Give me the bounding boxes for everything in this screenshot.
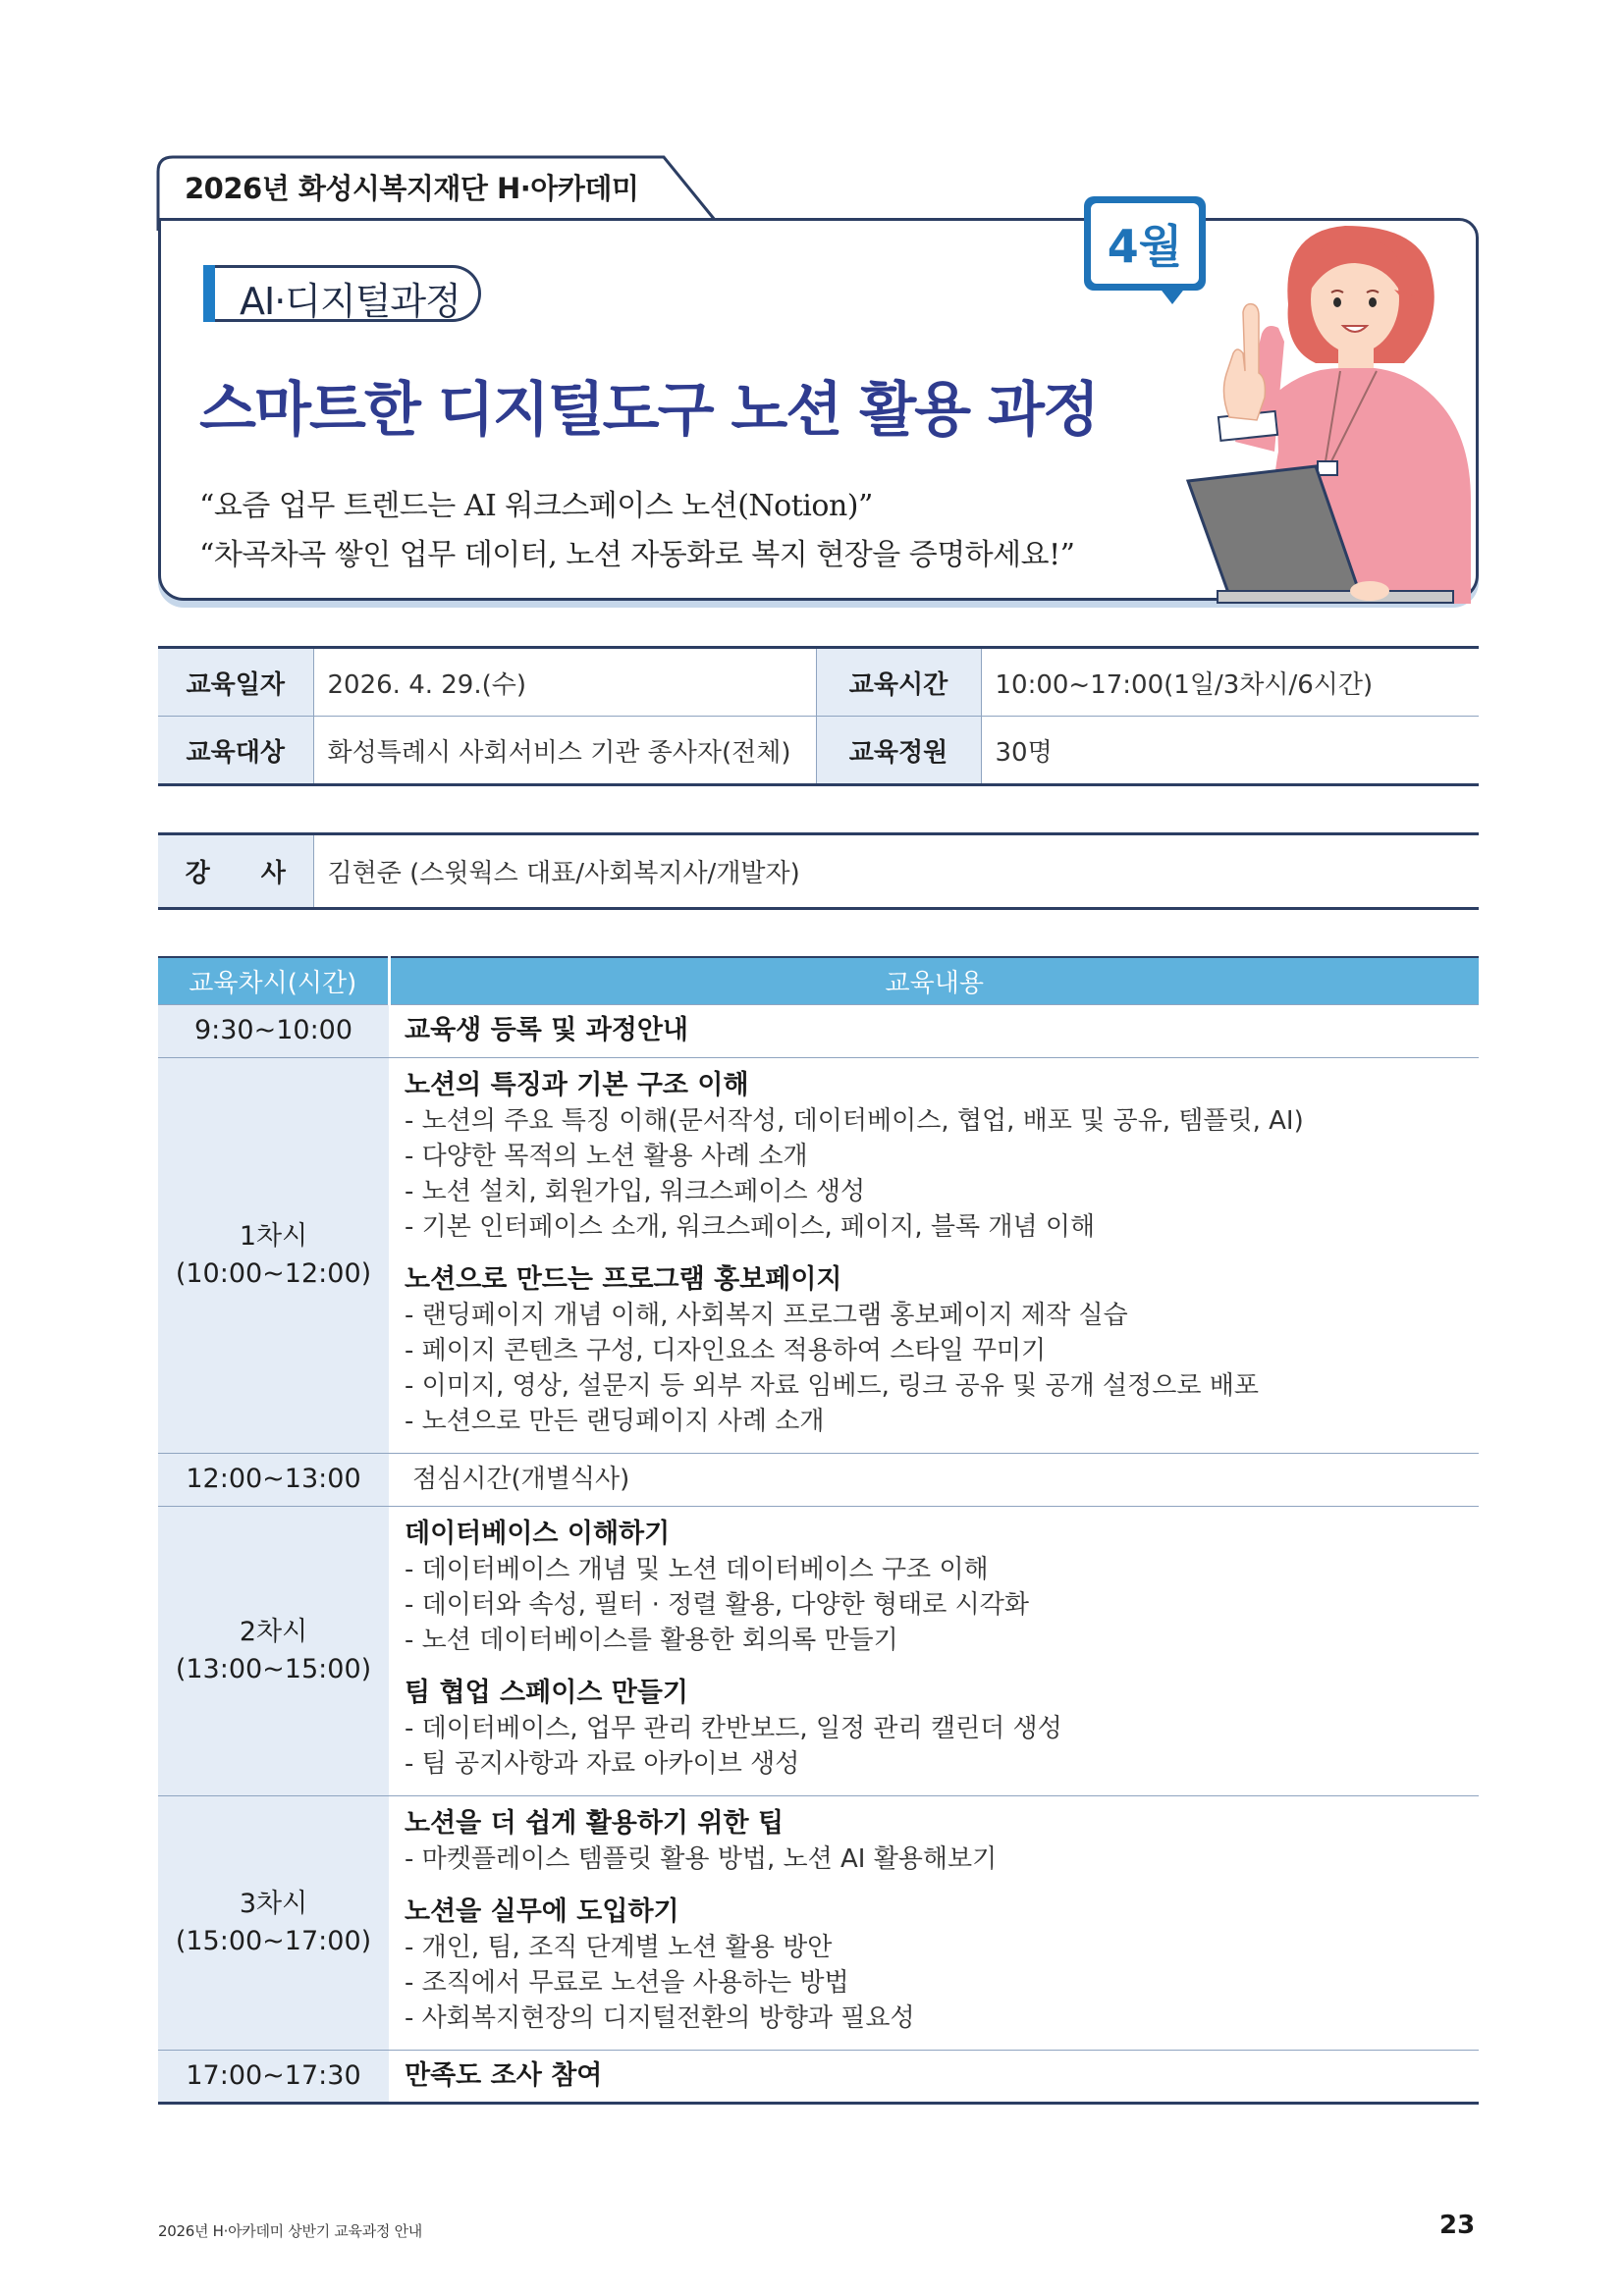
info-row-target-capacity bbox=[158, 717, 1479, 785]
category-label: AI·디지털과정 bbox=[240, 280, 460, 323]
session-label: 1차시 bbox=[239, 1220, 308, 1252]
instructor-value: 김현준 (스윗웍스 대표/사회복지사/개발자) bbox=[327, 859, 800, 888]
session-label: 3차시 bbox=[239, 1888, 308, 1919]
row-content-title: 만족도 조사 참여 bbox=[405, 2059, 603, 2091]
block-line: - 조직에서 무료로 노션을 사용하는 방법 bbox=[405, 1967, 849, 1998]
block-line: - 사회복지현장의 디지털전환의 방향과 필요성 bbox=[405, 2002, 915, 2033]
block-line: - 다양한 목적의 노션 활용 사례 소개 bbox=[405, 1141, 808, 1171]
schedule-col-time: 교육차시(시간) bbox=[158, 957, 389, 1004]
instructor-label: 강 사 bbox=[158, 834, 313, 909]
info-row-instructor bbox=[158, 834, 1479, 909]
row-content-title: 교육생 등록 및 과정안내 bbox=[405, 1015, 689, 1045]
session-time: (10:00~12:00) bbox=[175, 1257, 372, 1289]
block-line: - 노션 설치, 회원가입, 워크스페이스 생성 bbox=[405, 1176, 866, 1206]
target-label: 교육대상 bbox=[158, 717, 313, 785]
row-time: 12:00~13:00 bbox=[158, 1453, 389, 1506]
capacity-label: 교육정원 bbox=[816, 717, 981, 785]
course-info-table bbox=[158, 646, 1479, 786]
schedule-header-row bbox=[158, 957, 1479, 1004]
footer-text: 2026년 H·아카데미 상반기 교육과정 안내 bbox=[158, 2222, 422, 2240]
session-time: (15:00~17:00) bbox=[175, 1925, 372, 1956]
table-row bbox=[158, 1453, 1479, 1506]
instructor-table bbox=[158, 832, 1479, 910]
content-block bbox=[405, 1676, 1463, 1782]
course-title: 스마트한 디지털도구 노션 활용 과정 bbox=[199, 376, 1098, 445]
quote-line-2: “차곡차곡 쌓인 업무 데이터, 노션 자동화로 복지 현장을 증명하세요!” bbox=[199, 538, 1075, 572]
block-line: - 개인, 팀, 조직 단계별 노션 활용 방안 bbox=[405, 1932, 833, 1962]
table-row bbox=[158, 1795, 1479, 2050]
block-line: - 팀 공지사항과 자료 아카이브 생성 bbox=[405, 1748, 800, 1779]
block-title: 데이터베이스 이해하기 bbox=[405, 1518, 671, 1549]
block-line: - 노션의 주요 특징 이해(문서작성, 데이터베이스, 협업, 배포 및 공유, 템플릿, AI) bbox=[405, 1105, 1304, 1136]
block-line: - 데이터베이스 개념 및 노션 데이터베이스 구조 이해 bbox=[405, 1554, 989, 1584]
date-label: 교육일자 bbox=[158, 648, 313, 717]
block-title: 노션을 더 쉽게 활용하기 위한 팁 bbox=[405, 1807, 785, 1839]
schedule-table bbox=[158, 956, 1479, 2105]
row-time: 17:00~17:30 bbox=[158, 2050, 389, 2103]
month-label: 4월 bbox=[1107, 220, 1183, 273]
block-line: - 노션으로 만든 랜딩페이지 사례 소개 bbox=[405, 1406, 825, 1436]
quote-line-1: “요즘 업무 트렌드는 AI 워크스페이스 노션(Notion)” bbox=[199, 489, 873, 523]
row-time-cell bbox=[158, 1506, 389, 1795]
content-block bbox=[405, 1895, 1463, 2036]
block-line: - 마켓플레이스 템플릿 활용 방법, 노션 AI 활용해보기 bbox=[405, 1843, 998, 1874]
row-time: 9:30~10:00 bbox=[158, 1004, 389, 1057]
block-title: 팀 협업 스페이스 만들기 bbox=[405, 1677, 689, 1708]
block-line: - 이미지, 영상, 설문지 등 외부 자료 임베드, 링크 공유 및 공개 설정으로 배포 bbox=[405, 1370, 1259, 1401]
block-line: - 노션 데이터베이스를 활용한 회의록 만들기 bbox=[405, 1625, 898, 1655]
row-time-cell bbox=[158, 1795, 389, 2050]
table-row bbox=[158, 1506, 1479, 1795]
time-label: 교육시간 bbox=[816, 648, 981, 717]
target-value: 화성특례시 사회서비스 기관 종사자(전체) bbox=[313, 717, 816, 785]
category-accent-bar bbox=[203, 265, 215, 322]
block-line: - 데이터와 속성, 필터 · 정렬 활용, 다양한 형태로 시각화 bbox=[405, 1589, 1029, 1620]
content-block bbox=[405, 1262, 1463, 1439]
content-block bbox=[405, 1806, 1463, 1877]
table-row bbox=[158, 2050, 1479, 2103]
block-line: - 페이지 콘텐츠 구성, 디자인요소 적용하여 스타일 꾸미기 bbox=[405, 1335, 1047, 1365]
lunch-label: 점심시간(개별식사) bbox=[412, 1465, 630, 1494]
block-line: - 기본 인터페이스 소개, 워크스페이스, 페이지, 블록 개념 이해 bbox=[405, 1211, 1096, 1242]
session-label: 2차시 bbox=[239, 1616, 308, 1647]
session-time: (13:00~15:00) bbox=[175, 1653, 372, 1684]
academy-title: 2026년 화성시복지재단 H·아카데미 bbox=[185, 172, 639, 205]
info-row-date-time bbox=[158, 648, 1479, 717]
table-row bbox=[158, 1004, 1479, 1057]
table-row bbox=[158, 1057, 1479, 1453]
block-title: 노션으로 만드는 프로그램 홍보페이지 bbox=[405, 1263, 842, 1295]
content-block bbox=[405, 1068, 1463, 1245]
block-line: - 랜딩페이지 개념 이해, 사회복지 프로그램 홍보페이지 제작 실습 bbox=[405, 1300, 1128, 1330]
block-title: 노션의 특징과 기본 구조 이해 bbox=[405, 1069, 749, 1100]
presenter-illustration bbox=[1159, 206, 1492, 604]
content-block bbox=[405, 1517, 1463, 1658]
time-value: 10:00~17:00(1일/3차시/6시간) bbox=[981, 648, 1479, 717]
date-value: 2026. 4. 29.(수) bbox=[313, 648, 816, 717]
row-time-cell bbox=[158, 1057, 389, 1453]
page-number: 23 bbox=[1439, 2211, 1476, 2240]
block-line: - 데이터베이스, 업무 관리 칸반보드, 일정 관리 캘린더 생성 bbox=[405, 1713, 1062, 1743]
schedule-col-content: 교육내용 bbox=[389, 957, 1479, 1004]
capacity-value: 30명 bbox=[995, 737, 1053, 768]
block-title: 노션을 실무에 도입하기 bbox=[405, 1896, 679, 1927]
